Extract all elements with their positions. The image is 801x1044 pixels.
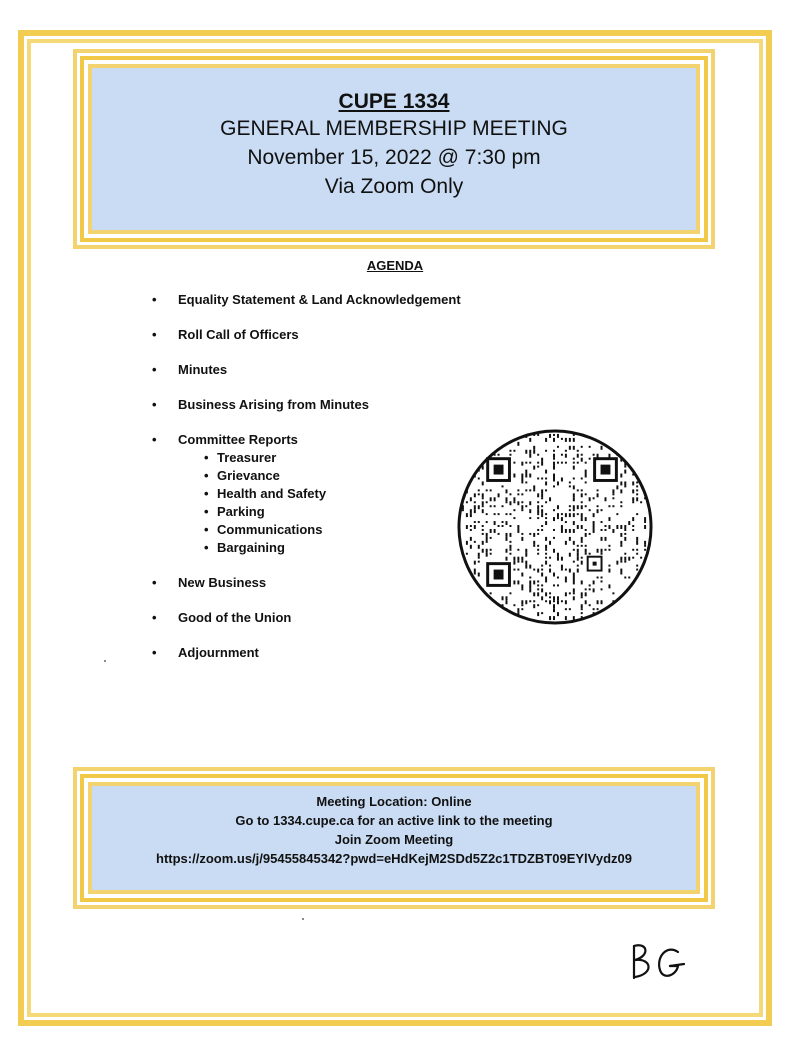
committee-item: • Health and Safety (204, 485, 461, 503)
agenda-item-label: Business Arising from Minutes (178, 397, 369, 412)
meeting-location: Meeting Location: Online (316, 794, 472, 809)
committee-item: • Communications (204, 521, 461, 539)
meeting-instructions: Go to 1334.cupe.ca for an active link to the meeting (235, 813, 553, 828)
scan-speck (302, 918, 304, 920)
agenda-item (150, 361, 461, 379)
zoom-link[interactable]: https://zoom.us/j/95455845342?pwd=eHdKejM2SDd5Z2c1TDZBT09EYlVydz09 (156, 851, 632, 866)
committee-item: • Treasurer (204, 449, 461, 467)
agenda-item (150, 396, 461, 414)
agenda-item-label: Good of the Union (178, 610, 292, 625)
agenda-item (150, 291, 461, 309)
agenda-item-label: Committee Reports (178, 432, 298, 447)
signature-initials (626, 938, 690, 984)
agenda-item-label: Minutes (178, 362, 228, 377)
committee-item: • Bargaining (204, 539, 461, 557)
meeting-title: GENERAL MEMBERSHIP MEETING (220, 117, 568, 140)
meeting-date: November 15, 2022 @ 7:30 pm (247, 146, 541, 169)
committee-reports-list (178, 449, 461, 557)
meeting-venue: Via Zoom Only (324, 175, 464, 198)
scan-speck (104, 660, 106, 662)
agenda-item-label: Adjournment (178, 645, 259, 660)
agenda-list (150, 291, 461, 679)
join-zoom-label: Join Zoom Meeting (334, 832, 454, 847)
agenda-item-label: Equality Statement & Land Acknowledgement (178, 292, 461, 307)
qr-code-icon[interactable] (456, 428, 654, 626)
footer-box (80, 774, 708, 902)
agenda-item (150, 326, 461, 344)
header-box (80, 56, 708, 242)
agenda-item (150, 644, 461, 662)
agenda-item (150, 574, 461, 592)
agenda-item-label: Roll Call of Officers (178, 327, 299, 342)
org-name: CUPE 1334 (338, 90, 450, 113)
committee-item: • Parking (204, 503, 461, 521)
agenda-title: AGENDA (366, 258, 424, 273)
agenda-item-label: New Business (178, 575, 267, 590)
agenda-item (150, 431, 461, 557)
committee-item: • Grievance (204, 467, 461, 485)
agenda-item (150, 609, 461, 627)
